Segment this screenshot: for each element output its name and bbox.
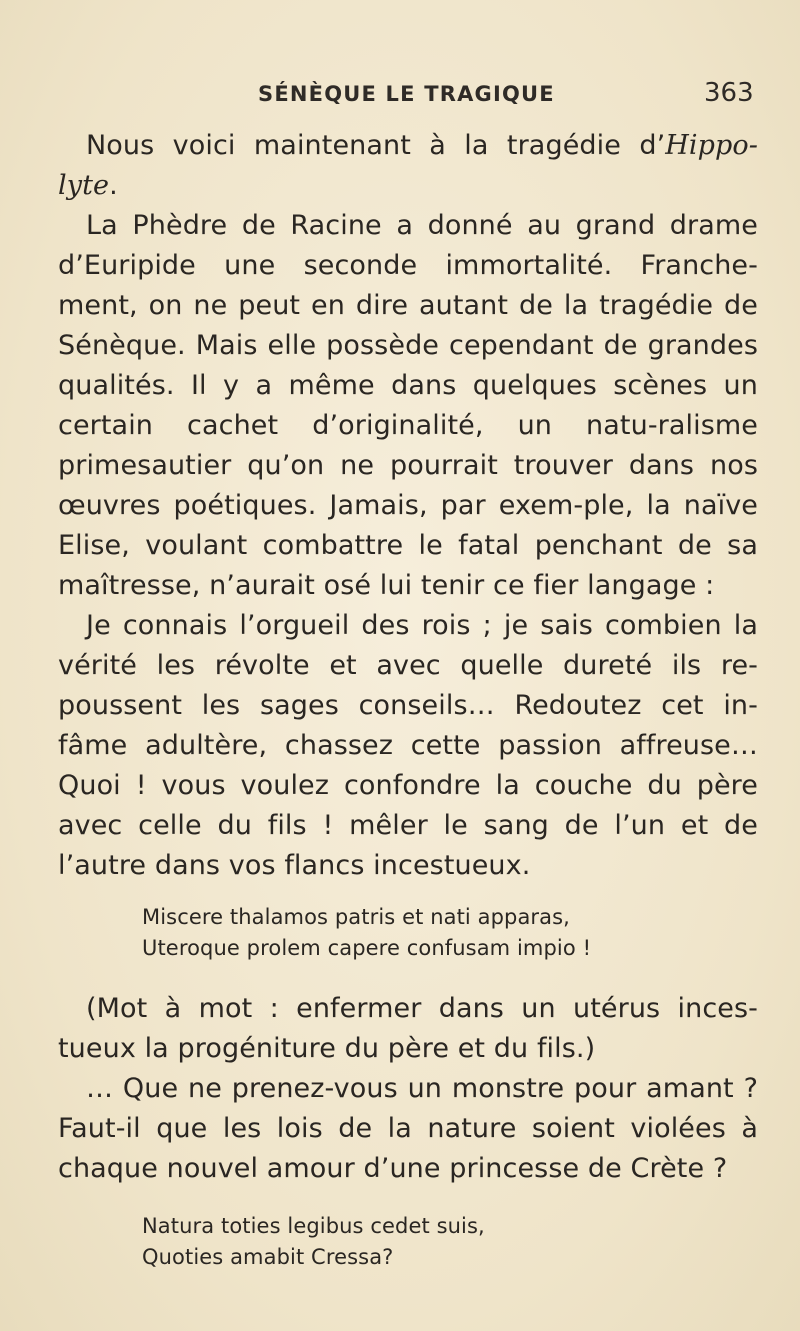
verse-line: Natura toties legibus cedet suis,	[142, 1214, 485, 1238]
latin-verse-quote	[142, 1211, 758, 1273]
latin-verse-quote	[142, 902, 758, 964]
paragraph-translation: (Mot à mot : enfermer dans un utérus inces-tueux la progéniture du père et du fils.)	[58, 993, 758, 1064]
paragraph-phedre: La Phèdre de Racine a donné au grand drame d’Euripide une seconde immortalité. Franche-ment, on ne peut en dire autant de la tragédie de Sénèque. Mais elle possède cependant de grandes qualités. Il y a même dans quelques scènes un certain cachet d’originalité, un natu-ralisme primesautier qu’on ne pourrait trouver dans nos œuvres poétiques. Jamais, par exem-ple, la naïve Elise, voulant combattre le fatal penchant de sa maîtresse, n’aurait osé lui tenir ce fier langage :	[58, 210, 758, 601]
intro-text: Nous voici maintenant à la tragédie d’	[86, 130, 666, 161]
verse-line: Quoties amabit Cressa?	[142, 1245, 394, 1269]
play-title: Hippo-lyte	[58, 130, 758, 201]
intro-end: .	[109, 170, 118, 201]
verse-line: Uteroque prolem capere confusam impio !	[142, 936, 592, 960]
paragraph-monstre: … Que ne prenez-vous un monstre pour amant ? Faut-il que les lois de la nature soient violées à chaque nouvel amour d’une princesse de Crète ?	[58, 1073, 758, 1184]
page-number: 363	[704, 78, 754, 108]
running-head: SÉNÈQUE LE TRAGIQUE	[258, 82, 555, 106]
verse-line: Miscere thalamos patris et nati apparas,	[142, 905, 570, 929]
paragraph-intro	[58, 126, 758, 206]
paragraph-elise-speech: Je connais l’orgueil des rois ; je sais combien la vérité les révolte et avec quelle dureté ils re-poussent les sages conseils… Redoutez cet in-fâme adultère, chassez cette passion affreuse… Quoi ! vous voulez confondre la couche du père avec celle du fils ! mêler le sang de l’un et de l’autre dans vos flancs incestueux.	[58, 610, 758, 881]
body-text	[58, 126, 758, 1273]
